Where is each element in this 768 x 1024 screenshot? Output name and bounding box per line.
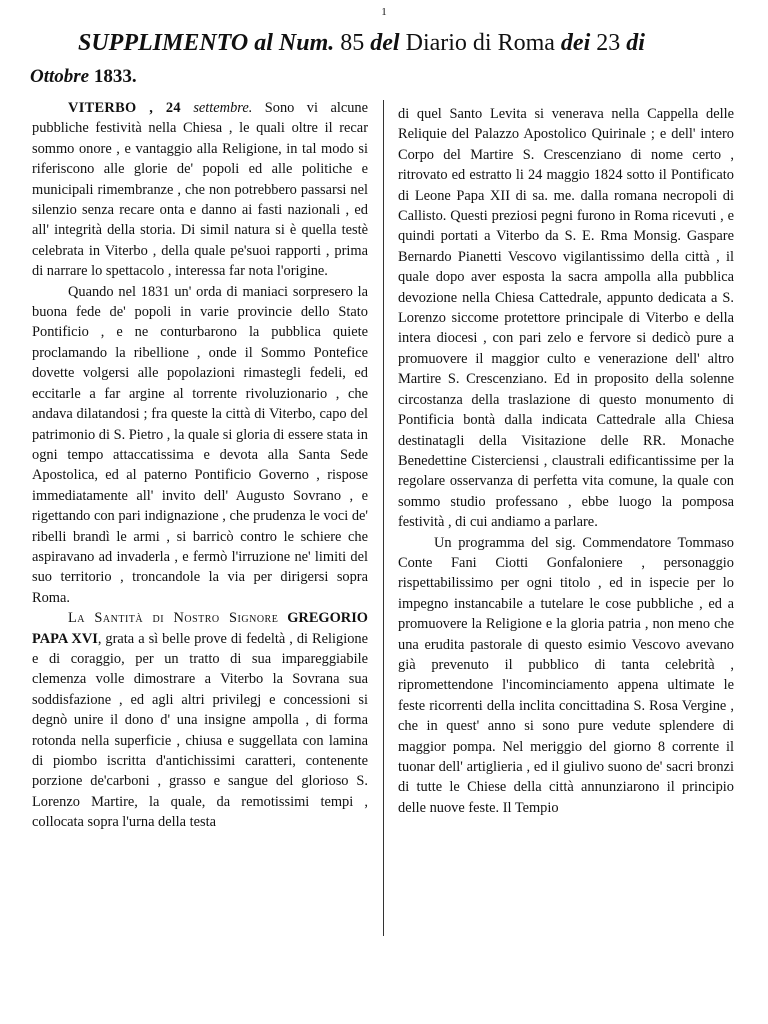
left-column — [32, 98, 368, 833]
header-diario: Diario — [405, 30, 467, 56]
page-number: 1 — [381, 6, 387, 18]
pope-name: GREGORIO PAPA XVI — [32, 610, 368, 647]
header-month: Ottobre — [30, 66, 90, 87]
header-number: 85 — [340, 30, 365, 56]
paragraph-3 — [32, 608, 368, 832]
header-di2: di — [626, 30, 645, 56]
header-supplimento: SUPPLIMENTO — [78, 30, 249, 56]
header-dei: dei — [560, 30, 591, 56]
header-num: Num. — [278, 30, 335, 56]
paragraph-3-text: , grata a sì belle prove di fedeltà , di Religione e di coraggio, per un tratto di sua impareggiabile clemenza volle dimostrare a Viterbo la Sovrana sua soddisfazione , ed agli altri privilegj e concessioni si degnò unire il dono d' una insigne ampolla , di forma rotonda nella superficie , chiusa e suggellata con lamina di piombo iscritta d'antichissimi caratteri, contenente porzione de'carboni , grasso e sangue del glorioso S. Lorenzo Martire, la quale, da remotissimi tempi , collocata sopra l'urna della testa — [32, 630, 368, 831]
paragraph-1 — [32, 98, 368, 282]
header-line-1 — [78, 26, 738, 60]
right-column — [398, 104, 734, 818]
header-day: 23 — [596, 30, 621, 56]
header-al: al — [254, 30, 273, 56]
header-del: del — [370, 30, 400, 56]
column-divider — [383, 100, 384, 936]
paragraph-2: Quando nel 1831 un' orda di maniaci sorpresero la buona fede de' popoli in varie provincie dello Stato Pontificio , e ne conturbarono la pubblica quiete proclamando la ribellione , onde il Sommo Pontefice dovette volgersi alle popolazioni rimastegli fedeli, ed eccitarle a far argine al torrente rivoluzionario , che andava dilatandosi ; fra queste la città di Viterbo, capo del patrimonio di S. Pietro , la quale si gloria di essere stata in ogni tempo attaccatissima e devota alla Santa Sede Apostolica, ed al paterno Pontificio Governo , rispose immediatamente all' invito dell' Augusto Sovrano , e rigettando con pari indignazione , che prudenza le voci de' ribelli brandì le armi , si barricò contro le schiere che aspiravano ad invaderla , e fermò l'irruzione ne' limiti del suo territorio , troncandole la via per dirigersi sopra Roma. — [32, 283, 368, 606]
paragraph-4: di quel Santo Levita si venerava nella Cappella delle Reliquie del Palazzo Apostolico Quirinale ; e dell' intero Corpo del Martire S. Crescenziano di nome certo , ritrovato ed estratto li 24 maggio 1824 sotto il Pontificato di Leone Papa XII di sa. me. dalla romana necropoli di Callisto. Questi preziosi pegni furono in Roma ricevuti , e quindi portati a Viterbo da S. E. Rma Monsig. Gaspare Bernardo Pianetti Vescovo vigilantissimo della città , il quale dopo aver esposta la sacra ampolla alla pubblica devozione nella Chiesa Cattedrale, appunto dedicata a S. Lorenzo siccome protettore principale di Viterbo e della intera diocesi , con pari zelo e fervore si dedicò pure a promuovere il maggior culto e venerazione dell' altro Martire S. Crescenziano. Ed in proposito della solenne circostanza della traslazione di questo monumento di Pontificia bontà dalla indicata Cattedrale alla Chiesa destinatagli della Visitazione delle RR. Monache Benedettine Cisterciensi , claustrali edificantissime per la regolare osservanza di perfetta vita comune, la quale con sommo studio professano , ebbe luogo la pomposa festività , di cui andiamo a parlare. — [398, 106, 734, 531]
dateline: VITERBO , 24 — [68, 100, 181, 116]
header-year: 1833. — [93, 66, 137, 87]
page-header — [30, 26, 738, 94]
header-line-2 — [30, 60, 738, 94]
santita-intro: La Santità di Nostro Signore — [68, 610, 279, 627]
paragraph-1-text: Sono vi alcune pubbliche festività nella Chiesa , le quali oltre il recar sommo onore , e vantaggio alla Religione, in tal modo si riferiscono alle glorie de' popoli ed alle politiche e municipali rimembranze , che non potrebbero passarsi nel silenzio senza recare onta e danno ai fasti nazionali , ed all' integrità della storia. Di simil natura si è quella testè celebrata in Viterbo , della quale pe'suoi rapporti , prima di narrare lo spettacolo , interessa far nota l'origine. — [32, 100, 368, 280]
paragraph-5: Un programma del sig. Commendatore Tommaso Conte Fani Ciotti Gonfaloniere , personaggio rispettabilissimo per ogni titolo , ed in ispecie per lo impegno instancabile a tutelare le cose pubbliche , ed a promuovere la Religione e la gloria patria , non meno che una erudita pastorale di questo esimio Vescovo avevano già prevenuto il pubblico di tanta celebrità , ripromettendone l'incominciamento appena ultimate le feste ricorrenti della inclita concittadina S. Rosa Vergine , che in quest' anno si sono pure vedute splendere di maggior pompa. Nel meriggio del giorno 8 corrente il tuonar dell' artiglieria , ed il giulivo suono de' sacri bronzi di tutte le Chiese della città annunziarono il principio delle nuove feste. Il Tempio — [398, 534, 734, 816]
header-di: di — [472, 30, 492, 56]
dateline-month: settembre. — [193, 100, 253, 116]
header-roma: Roma — [497, 30, 555, 56]
